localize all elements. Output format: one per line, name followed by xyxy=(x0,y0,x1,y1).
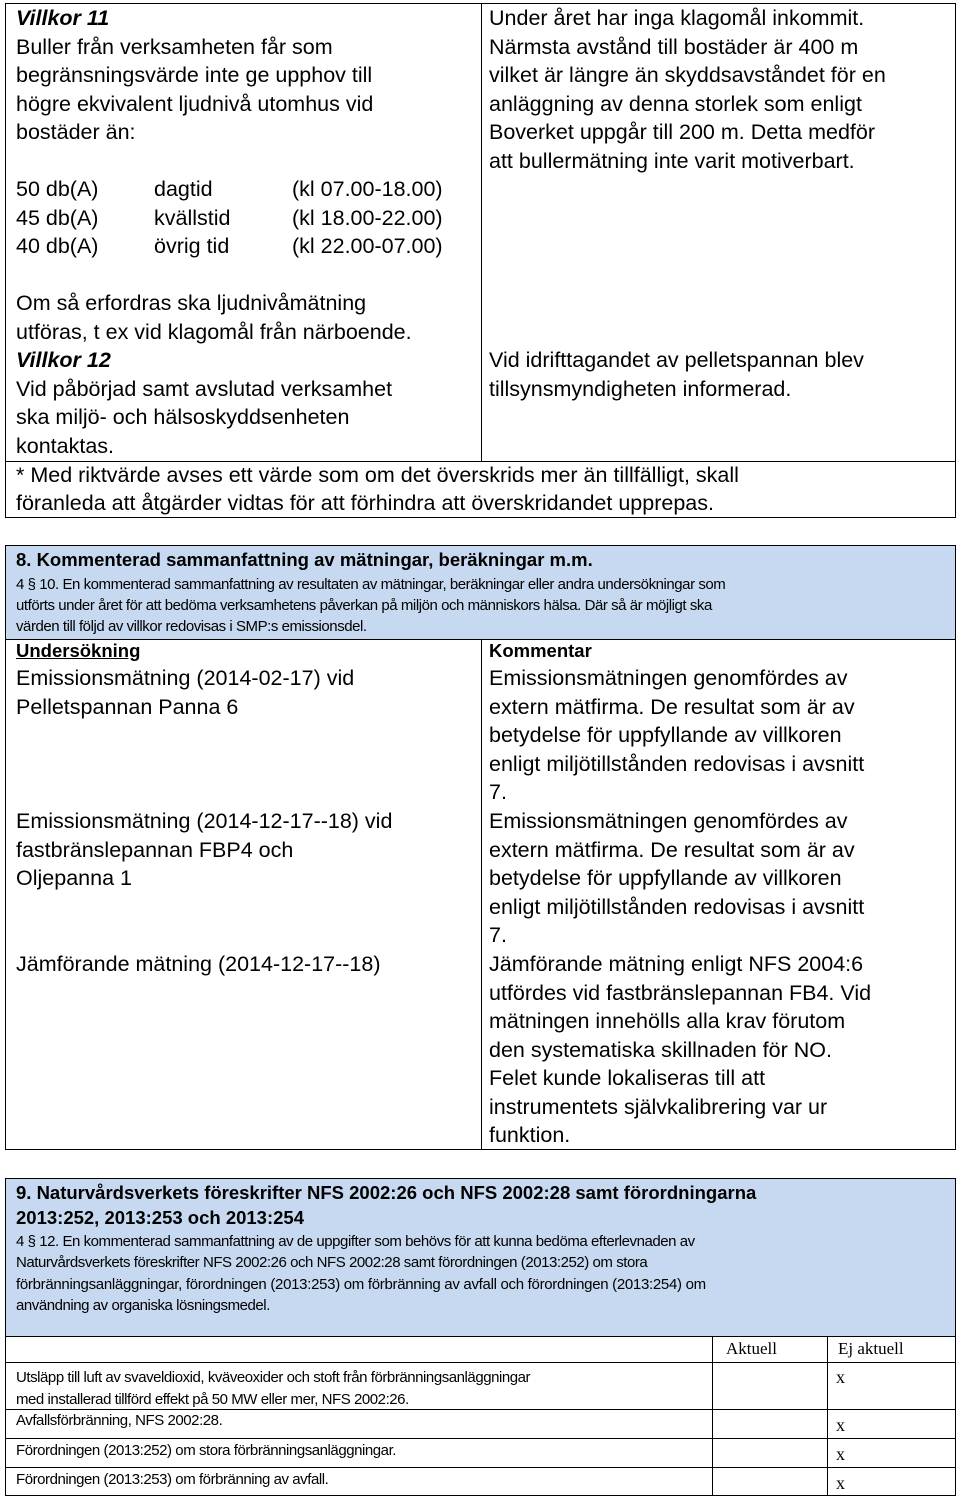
reg-row-divider xyxy=(5,1438,956,1439)
col-header-aktuell: Aktuell xyxy=(726,1339,777,1358)
villkor-11-title: Villkor 11 xyxy=(16,6,110,30)
villkor-12-text-3: kontaktas. xyxy=(16,434,114,458)
section-8-desc-1: 4 § 10. En kommenterad sammanfattning av resultaten av mätningar, beräkningar eller andra undersökningar som xyxy=(16,576,726,593)
table-row-right: mätningen innehölls alla krav förutom xyxy=(489,1009,846,1033)
table-row-right: enligt miljötillstånden redovisas i avsnitt xyxy=(489,895,865,919)
table-row-right: 7. xyxy=(489,923,507,947)
table-row-right: instrumentets självkalibrering var ur xyxy=(489,1095,828,1119)
noise-period: dagtid xyxy=(154,177,213,201)
reg-row-mark-ej-aktuell: x xyxy=(836,1473,845,1493)
villkor-12-comment-1: Vid idrifttagandet av pelletspannan blev xyxy=(489,348,864,372)
section-9-heading-2: 2013:252, 2013:253 och 2013:254 xyxy=(16,1207,304,1228)
noise-level: 45 db(A) xyxy=(16,206,99,230)
reg-row-divider xyxy=(5,1467,956,1468)
table-row-right: extern mätfirma. De resultat som är av xyxy=(489,695,855,719)
reg-row-divider xyxy=(5,1362,956,1363)
villkor-12-text-2: ska miljö- och hälsoskyddsenheten xyxy=(16,405,350,429)
table-row-right: den systematiska skillnaden för NO. xyxy=(489,1038,832,1062)
footnote-line-2: föranleda att åtgärder vidtas för att förhindra att överskridandet upprepas. xyxy=(16,491,714,515)
section-9-desc-1: 4 § 12. En kommenterad sammanfattning av de uppgifter som behövs för att kunna bedöma efterlevnaden av xyxy=(16,1233,695,1250)
section-9-desc-3: förbränningsanläggningar, förordningen (2013:253) om förbränning av avfall och förordningen (2013:254) om xyxy=(16,1276,706,1293)
villkor-11-comment-3: vilket är längre än skyddsavståndet för en xyxy=(489,63,886,87)
noise-time: (kl 22.00-07.00) xyxy=(292,234,443,258)
noise-level: 50 db(A) xyxy=(16,177,99,201)
col-header-ej-aktuell: Ej aktuell xyxy=(838,1339,904,1358)
section-8-desc-3: värden till följd av villkor redovisas i SMP:s emissionsdel. xyxy=(16,618,367,635)
table-row-right: betydelse för uppfyllande av villkoren xyxy=(489,866,842,890)
villkor-11-text-3: högre ekvivalent ljudnivå utomhus vid xyxy=(16,92,374,116)
villkor-11-text-4: bostäder än: xyxy=(16,120,136,144)
section-9-desc-4: användning av organiska lösningsmedel. xyxy=(16,1297,270,1314)
villkor-11-comment-5: Boverket uppgår till 200 m. Detta medför xyxy=(489,120,875,144)
villkor-12-text-1: Vid påbörjad samt avslutad verksamhet xyxy=(16,377,393,401)
villkor-11-comment-2: Närmsta avstånd till bostäder är 400 m xyxy=(489,35,859,59)
noise-time: (kl 18.00-22.00) xyxy=(292,206,443,230)
table-row-right: funktion. xyxy=(489,1123,571,1147)
table-row-left: Oljepanna 1 xyxy=(16,866,132,890)
table-row-right: Jämförande mätning enligt NFS 2004:6 xyxy=(489,952,864,976)
reg-row-text: med installerad tillförd effekt på 50 MW eller mer, NFS 2002:26. xyxy=(16,1391,409,1408)
section-8-desc-2: utförts under året för att bedöma verksamhetens påverkan på miljön och människors hälsa. Där så är möjligt ska xyxy=(16,597,712,614)
reg-row-mark-ej-aktuell: x xyxy=(836,1367,845,1387)
villkor-divider xyxy=(481,3,482,462)
reg-row-text: Förordningen (2013:253) om förbränning av avfall. xyxy=(16,1471,329,1488)
villkor-12-title: Villkor 12 xyxy=(16,348,111,372)
table-row-left: fastbränslepannan FBP4 och xyxy=(16,838,294,862)
villkor-11-text-2: begränsningsvärde inte ge upphov till xyxy=(16,63,373,87)
reg-col-divider-2 xyxy=(827,1336,828,1496)
table-row-right: extern mätfirma. De resultat som är av xyxy=(489,838,855,862)
reg-col-divider-1 xyxy=(712,1336,713,1496)
villkor-11-comment-1: Under året har inga klagomål inkommit. xyxy=(489,6,865,30)
noise-time: (kl 07.00-18.00) xyxy=(292,177,443,201)
reg-row-mark-ej-aktuell: x xyxy=(836,1444,845,1464)
reg-row-text: Utsläpp till luft av svaveldioxid, kväveoxider och stoft från förbränningsanläggningar xyxy=(16,1369,531,1386)
table-row-left: Jämförande mätning (2014-12-17--18) xyxy=(16,952,381,976)
section-8-heading: 8. Kommenterad sammanfattning av mätningar, beräkningar m.m. xyxy=(16,549,593,570)
villkor-11-note-2: utföras, t ex vid klagomål från närboende. xyxy=(16,320,412,344)
reg-row-text: Förordningen (2013:252) om stora förbränningsanläggningar. xyxy=(16,1442,396,1459)
table-row-left: Emissionsmätning (2014-02-17) vid xyxy=(16,666,355,690)
reg-row-text: Avfallsförbränning, NFS 2002:28. xyxy=(16,1412,223,1429)
noise-level: 40 db(A) xyxy=(16,234,99,258)
table-row-left: Pelletspannan Panna 6 xyxy=(16,695,239,719)
villkor-11-note-1: Om så erfordras ska ljudnivåmätning xyxy=(16,291,367,315)
table-row-right: betydelse för uppfyllande av villkoren xyxy=(489,723,842,747)
villkor-11-text-1: Buller från verksamheten får som xyxy=(16,35,333,59)
table-row-right: Felet kunde lokaliseras till att xyxy=(489,1066,766,1090)
section-9-heading-1: 9. Naturvårdsverkets föreskrifter NFS 2002:26 och NFS 2002:28 samt förordningarna xyxy=(16,1182,757,1203)
section-9-desc-2: Naturvårdsverkets föreskrifter NFS 2002:26 och NFS 2002:28 samt förordningen (2013:252) om stora xyxy=(16,1254,648,1271)
footnote-line-1: * Med riktvärde avses ett värde som om det överskrids mer än tillfälligt, skall xyxy=(16,463,739,487)
measurement-table-divider xyxy=(481,639,482,1150)
col-header-kommentar: Kommentar xyxy=(489,640,592,661)
table-row-right: Emissionsmätningen genomfördes av xyxy=(489,809,848,833)
table-row-right: enligt miljötillstånden redovisas i avsnitt xyxy=(489,752,865,776)
table-row-right: utfördes vid fastbränslepannan FB4. Vid xyxy=(489,981,872,1005)
table-row-right: 7. xyxy=(489,780,507,804)
table-row-left: Emissionsmätning (2014-12-17--18) vid xyxy=(16,809,393,833)
reg-row-mark-ej-aktuell: x xyxy=(836,1415,845,1435)
noise-period: övrig tid xyxy=(154,234,230,258)
villkor-11-comment-6: att bullermätning inte varit motiverbart. xyxy=(489,149,855,173)
col-header-undersokning: Undersökning xyxy=(16,640,141,661)
noise-period: kvällstid xyxy=(154,206,231,230)
villkor-12-comment-2: tillsynsmyndigheten informerad. xyxy=(489,377,792,401)
table-row-right: Emissionsmätningen genomfördes av xyxy=(489,666,848,690)
villkor-11-comment-4: anläggning av denna storlek som enligt xyxy=(489,92,862,116)
